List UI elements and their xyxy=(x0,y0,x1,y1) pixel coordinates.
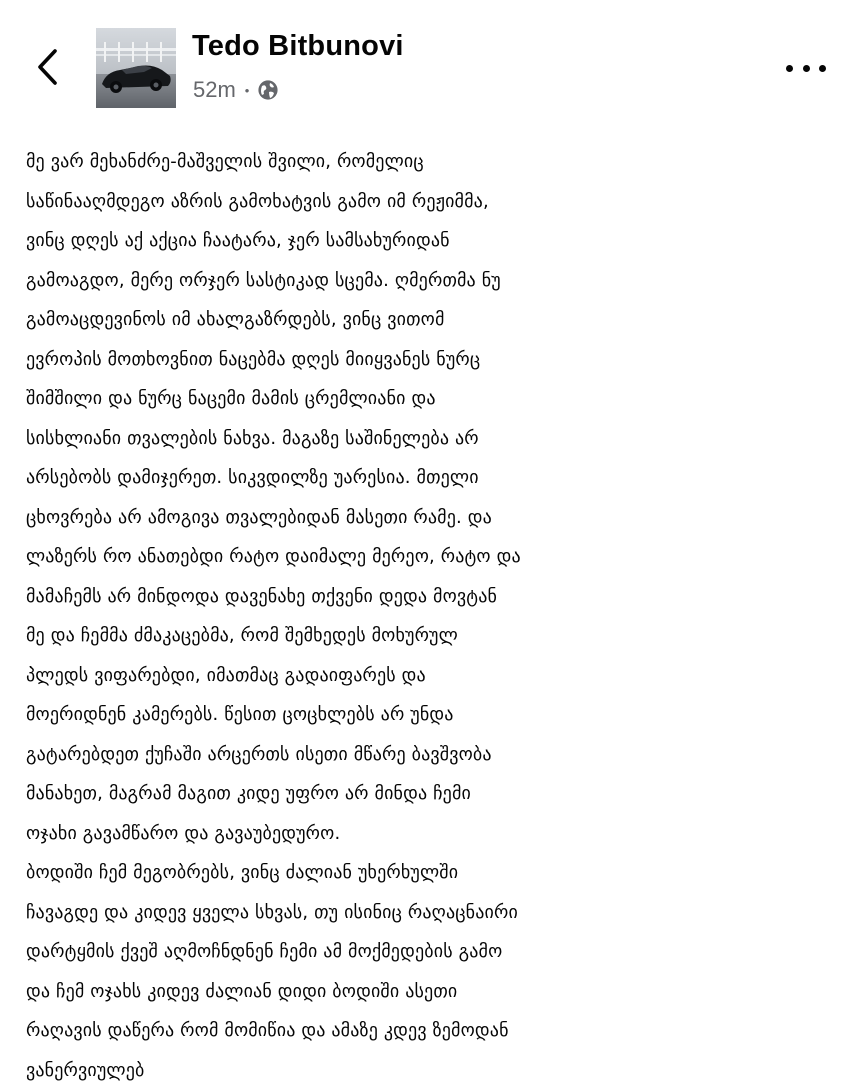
post-text-line: არსებობს დამიჯერეთ. სიკვდილზე უარესია. მთელი xyxy=(26,458,836,498)
avatar-car-photo xyxy=(96,28,176,108)
more-dot xyxy=(786,65,793,72)
more-dot xyxy=(803,65,810,72)
post-text-line: გამოაცდევინოს იმ ახალგაზრდებს, ვინც ვითომ xyxy=(26,300,836,340)
post-text-line: ბოდიში ჩემ მეგობრებს, ვინც ძალიან უხერხულში xyxy=(26,853,836,893)
post-text-line: ოჯახი გავამწარო და გავაუბედურო. xyxy=(26,814,836,854)
post-header xyxy=(0,0,856,120)
post-text-line: მე და ჩემმა ძმაკაცებმა, რომ შემხედეს მოხურულ xyxy=(26,616,836,656)
meta-separator: • xyxy=(245,83,250,98)
chevron-left-icon xyxy=(28,44,68,90)
author-name[interactable]: Tedo Bitbunovi xyxy=(192,30,404,63)
post-text-line: რაღავის დაწერა რომ მომიწია და ამაზე კდევ ზემოდან xyxy=(26,1011,836,1051)
post-text-line: ვანერვიულებ xyxy=(26,1051,836,1090)
more-options-button[interactable] xyxy=(786,60,826,76)
post-text-line: ევროპის მოთხოვნით ნაცებმა დღეს მიიყვანეს ნურც xyxy=(26,340,836,380)
post-text-line: დარტყმის ქვეშ აღმოჩნდნენ ჩემი ამ მოქმედების გამო xyxy=(26,932,836,972)
post-text-line: პლედს ვიფარებდი, იმათმაც გადაიფარეს და xyxy=(26,656,836,696)
post-text-line: ვინც დღეს აქ აქცია ჩაატარა, ჯერ სამსახურიდან xyxy=(26,221,836,261)
post-text-line: ჩავაგდე და კიდევ ყველა სხვას, თუ ისინიც რაღაცნაირი xyxy=(26,893,836,933)
post-text-line: შიმშილი და ნურც ნაცემი მამის ცრემლიანი და xyxy=(26,379,836,419)
post-text-line: საწინააღმდეგო აზრის გამოხატვის გამო იმ რეჟიმმა, xyxy=(26,182,836,222)
post-body xyxy=(26,142,836,1090)
post-text-line: მე ვარ მეხანძრე-მაშველის შვილი, რომელიც xyxy=(26,142,836,182)
back-button[interactable] xyxy=(28,44,68,90)
post-text-line: მამაჩემს არ მინდოდა დავენახე თქვენი დედა მოვტან xyxy=(26,577,836,617)
post-timestamp[interactable]: 52m xyxy=(193,77,236,103)
post-text-line: გატარებდეთ ქუჩაში არცერთს ისეთი მწარე ბავშვობა xyxy=(26,735,836,775)
post-text-line: მოერიდნენ კამერებს. წესით ცოცხლებს არ უნდა xyxy=(26,695,836,735)
post-text-line: ლაზერს რო ანათებდი რატო დაიმალე მერეო, რატო და xyxy=(26,537,836,577)
post-text-line: გამოაგდო, მერე ორჯერ სასტიკად სცემა. ღმერთმა ნუ xyxy=(26,261,836,301)
post-text-line: მანახეთ, მაგრამ მაგით კიდე უფრო არ მინდა ჩემი xyxy=(26,774,836,814)
more-dot xyxy=(819,65,826,72)
post-text-line: სისხლიანი თვალების ნახვა. მაგაზე საშინელება არ xyxy=(26,419,836,459)
post-text-line: ცხოვრება არ ამოგივა თვალებიდან მასეთი რამე. და xyxy=(26,498,836,538)
globe-icon xyxy=(257,79,279,101)
post-text-line: და ჩემ ოჯახს კიდევ ძალიან დიდი ბოდიში ასეთი xyxy=(26,972,836,1012)
post-meta xyxy=(193,76,279,104)
avatar[interactable] xyxy=(96,28,176,108)
